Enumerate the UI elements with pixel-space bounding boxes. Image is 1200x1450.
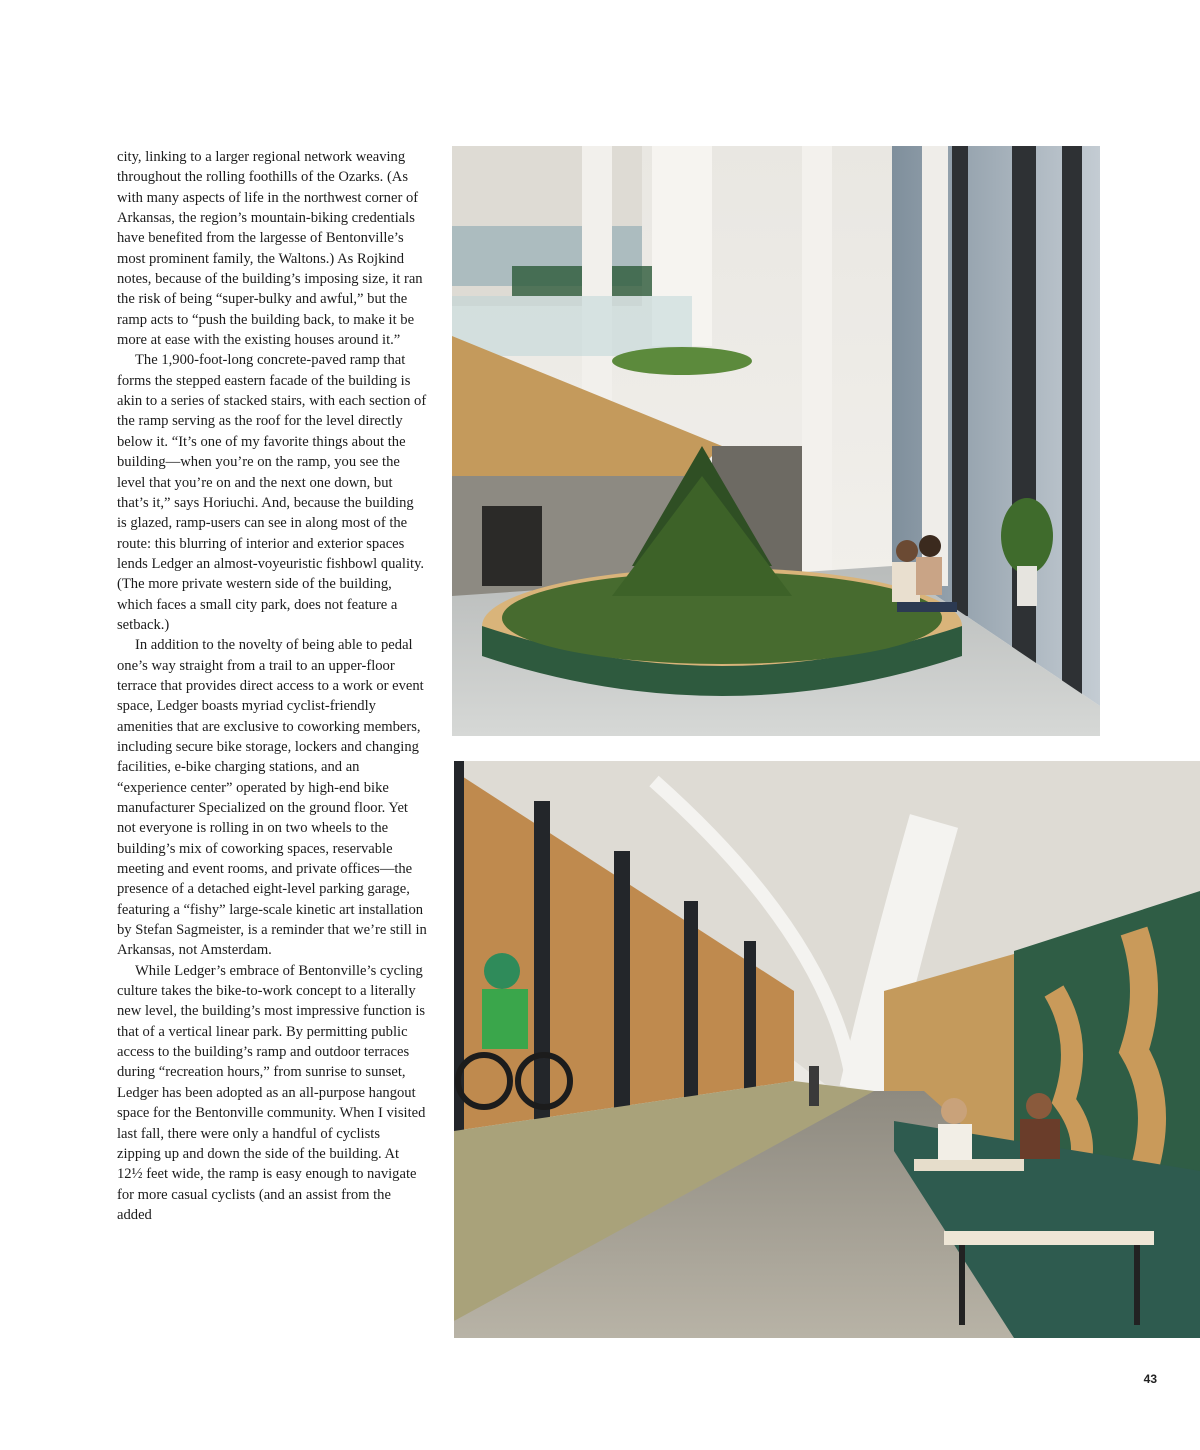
- atrium-photo: [452, 146, 1100, 736]
- article-paragraph-1: city, linking to a larger regional network weaving throughout the rolling foothills of the Ozarks. (As with many aspects of life in the northwest corner of Arkansas, the region’s mountain-biking credentials have benefited from the largesse of Bentonville’s most prominent family, the Waltons.) As Rojkind notes, because of the building’s imposing size, it ran the risk of being “super-bulky and awful,” but the ramp acts to “push the building back, to make it be more at ease with the existing houses around it.”: [117, 149, 423, 349]
- article-text-column: [117, 147, 427, 1225]
- corridor-photo: [454, 761, 1200, 1338]
- atrium-illustration: [452, 146, 1100, 736]
- corridor-illustration: [454, 761, 1200, 1338]
- page-number: 43: [1143, 1372, 1157, 1386]
- article-paragraph-4: While Ledger’s embrace of Bentonville’s cycling culture takes the bike-to-work concept to a literally new level, the building’s most impressive function is that of a vertical linear park. By permitting public access to the building’s ramp and outdoor terraces during “recreation hours,” from sunrise to sunset, Ledger has been adopted as an all-purpose hangout space for the Bentonville community. When I visited last fall, there were only a handful of cyclists zipping up and down the side of the building. At 12½ feet wide, the ramp is easy enough to navigate for more casual cyclists (and an assist from the added: [117, 962, 426, 1223]
- article-paragraph-2: The 1,900-foot-long concrete-paved ramp that forms the stepped eastern facade of the building is akin to a series of stacked stairs, with each section of the ramp serving as the roof for the level directly below it. “It’s one of my favorite things about the building—when you’re on the ramp, you see the level that you’re on and the next one down, but that’s it,” says Horiuchi. And, because the building is glazed, ramp-users can see in along most of the route: this blurring of interior and exterior spaces lends Ledger an almost-voyeuristic fishbowl quality. (The more private western side of the building, which faces a small city park, does not feature a setback.): [117, 352, 427, 633]
- article-paragraph-3: In addition to the novelty of being able to pedal one’s way straight from a trail to an upper-floor terrace that provides direct access to a work or event space, Ledger boasts myriad cyclist-friendly amenities that are exclusive to coworking members, including secure bike storage, lockers and changing facilities, e-bike charging stations, and an “experience center” operated by high-end bike manufacturer Specialized on the ground floor. Yet not everyone is rolling in on two wheels to the building’s mix of coworking spaces, reservable meeting and event rooms, and private offices—the presence of a detached eight-level parking garage, featuring a “fishy” large-scale kinetic art installation by Stefan Sagmeister, is a reminder that we’re still in Arkansas, not Amsterdam.: [117, 637, 427, 959]
